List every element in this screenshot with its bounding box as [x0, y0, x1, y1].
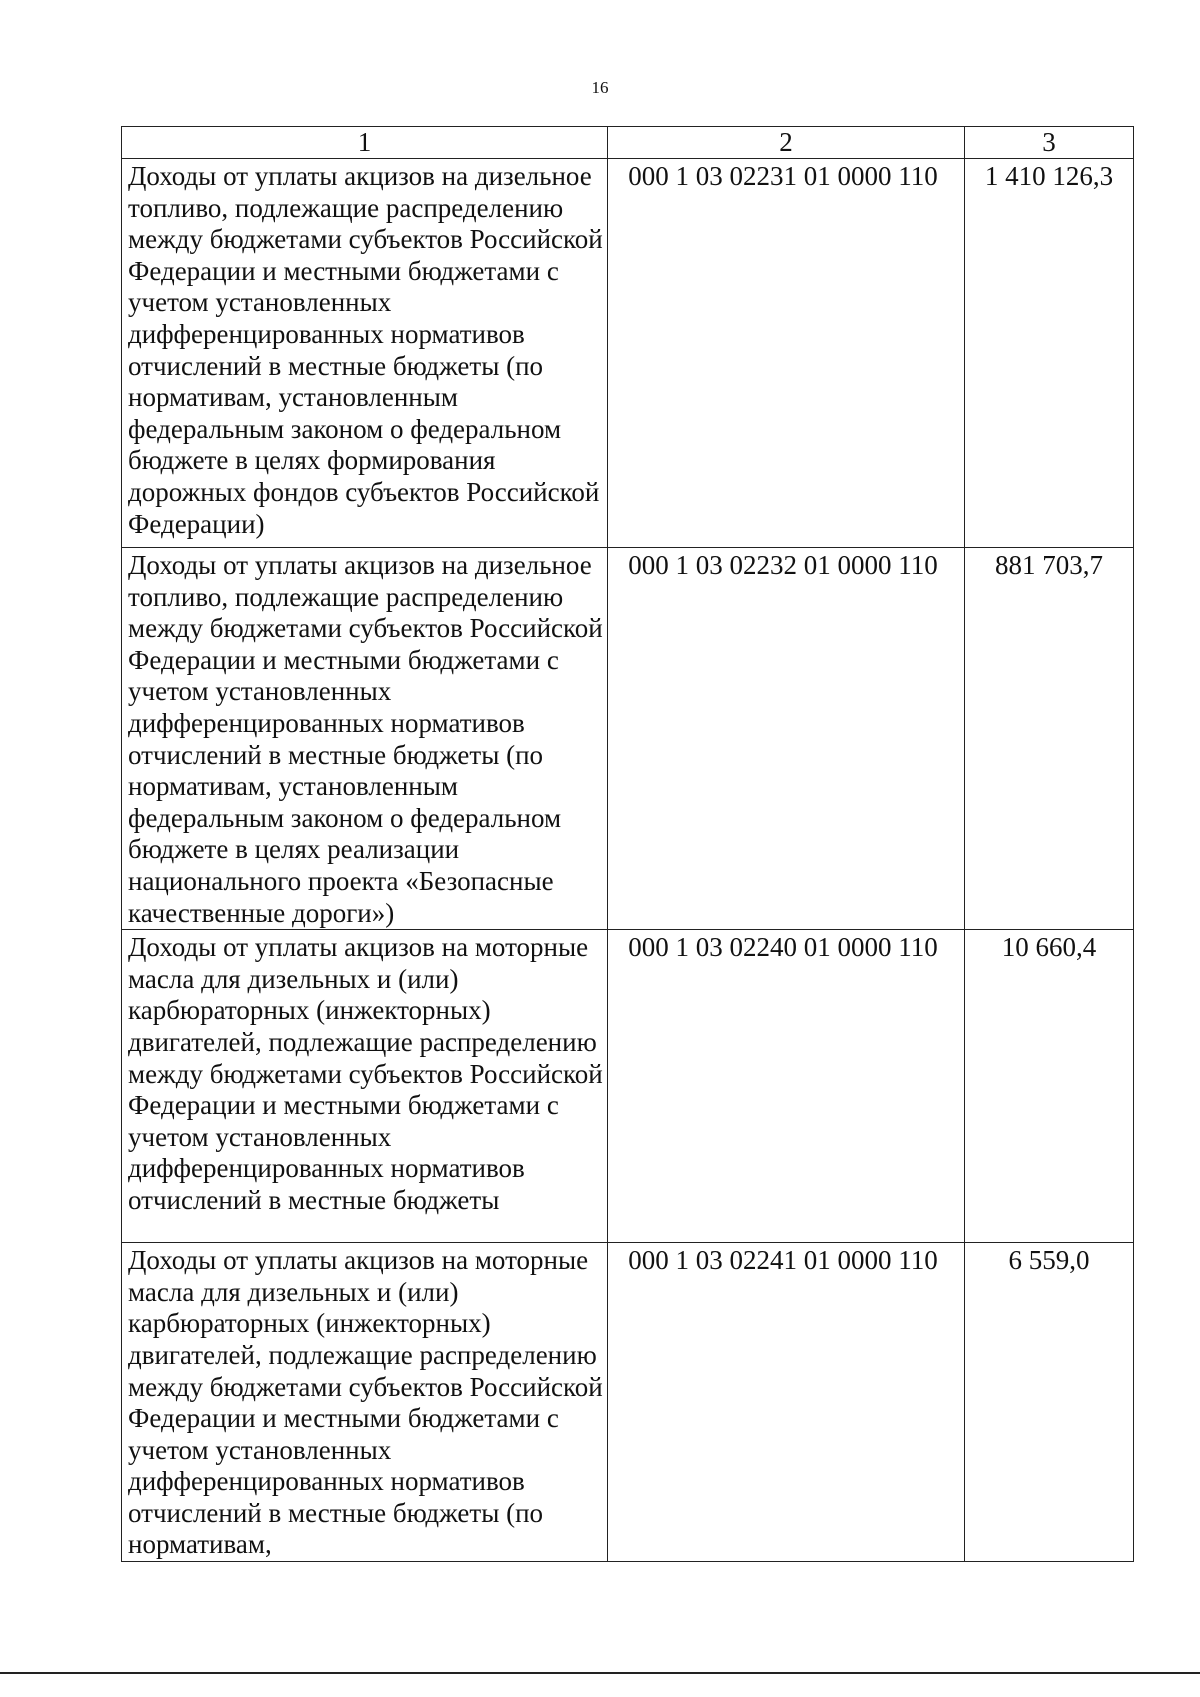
- row-code: 000 1 03 02241 01 0000 110: [608, 1243, 965, 1562]
- row-code: 000 1 03 02231 01 0000 110: [608, 159, 965, 548]
- column-header-3: 3: [965, 127, 1134, 159]
- row-description: Доходы от уплаты акцизов на дизельное топливо, подлежащие распределению между бюджетами субъектов Российской Федерации и местными бюджетами с учетом установленных дифференцированных нормативов отчислений в местные бюджеты (по нормативам, установленным федеральным законом о федеральном бюджете в целях реализации национального проекта «Безопасные качественные дороги»): [122, 548, 608, 930]
- row-code: 000 1 03 02232 01 0000 110: [608, 548, 965, 930]
- row-description: Доходы от уплаты акцизов на дизельное топливо, подлежащие распределению между бюджетами субъектов Российской Федерации и местными бюджетами с учетом установленных дифференцированных нормативов отчислений в местные бюджеты (по нормативам, установленным федеральным законом о федеральном бюджете в целях формирования дорожных фондов субъектов Российской Федерации): [122, 159, 608, 548]
- row-amount: 10 660,4: [965, 930, 1134, 1243]
- row-amount: 6 559,0: [965, 1243, 1134, 1562]
- table-row: [122, 1243, 1134, 1562]
- table-row: [122, 548, 1134, 930]
- table-row: [122, 930, 1134, 1243]
- page-number: 16: [591, 78, 609, 97]
- table-header-row: [122, 127, 1134, 159]
- row-description: Доходы от уплаты акцизов на моторные масла для дизельных и (или) карбюраторных (инжекторных) двигателей, подлежащие распределению между бюджетами субъектов Российской Федерации и местными бюджетами с учетом установленных дифференцированных нормативов отчислений в местные бюджеты: [122, 930, 608, 1243]
- revenue-table: [121, 126, 1134, 1562]
- row-amount: 1 410 126,3: [965, 159, 1134, 548]
- row-code: 000 1 03 02240 01 0000 110: [608, 930, 965, 1243]
- page-bottom-rule: [0, 1672, 1200, 1674]
- column-header-1: 1: [122, 127, 608, 159]
- table-row: [122, 159, 1134, 548]
- row-description: Доходы от уплаты акцизов на моторные масла для дизельных и (или) карбюраторных (инжекторных) двигателей, подлежащие распределению между бюджетами субъектов Российской Федерации и местными бюджетами с учетом установленных дифференцированных нормативов отчислений в местные бюджеты (по нормативам,: [122, 1243, 608, 1562]
- row-amount: 881 703,7: [965, 548, 1134, 930]
- column-header-2: 2: [608, 127, 965, 159]
